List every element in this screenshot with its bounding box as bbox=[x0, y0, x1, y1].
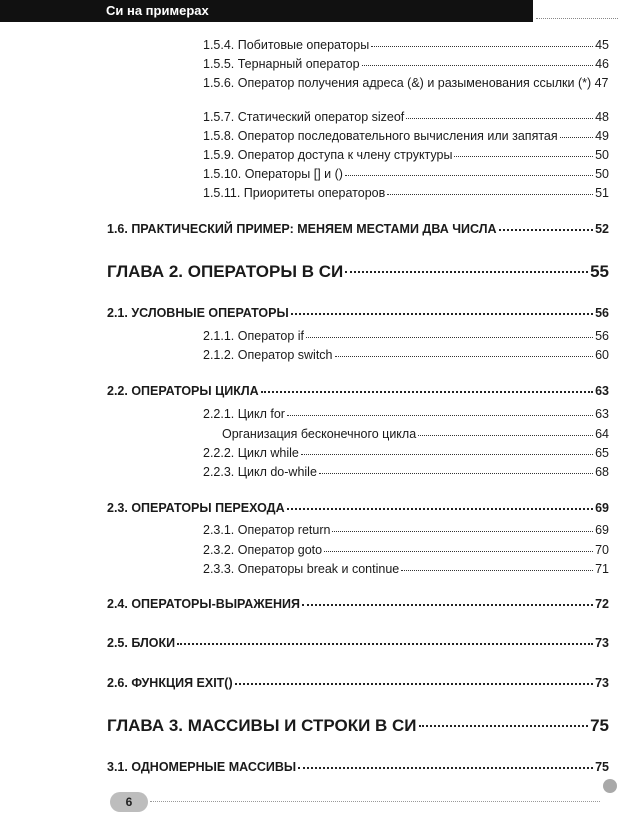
page-number: 56 bbox=[595, 306, 609, 320]
toc-entry-1-5-8[interactable]: 1.5.8. Оператор последовательного вычисления или запятая 49 bbox=[203, 129, 609, 143]
toc-entry-2-2-1[interactable]: 2.2.1. Цикл for 63 bbox=[203, 407, 609, 421]
page-number: 45 bbox=[595, 38, 609, 52]
toc-entry-2-1-1[interactable]: 2.1.1. Оператор if 56 bbox=[203, 329, 609, 343]
page-number: 64 bbox=[595, 427, 609, 441]
footer-circle-ornament bbox=[603, 779, 617, 793]
page-number: 68 bbox=[595, 465, 609, 479]
page-number: 51 bbox=[595, 186, 609, 200]
page-number: 75 bbox=[595, 760, 609, 774]
page-number: 69 bbox=[595, 523, 609, 537]
page-number: 73 bbox=[595, 636, 609, 650]
leader-dots bbox=[418, 434, 593, 436]
toc-section-2-6[interactable]: 2.6. ФУНКЦИЯ EXIT() 73 bbox=[107, 676, 609, 690]
leader-dots bbox=[177, 642, 593, 645]
leader-dots bbox=[560, 136, 593, 138]
page-number: 73 bbox=[595, 676, 609, 690]
toc-entry-2-2-3[interactable]: 2.2.3. Цикл do-while 68 bbox=[203, 465, 609, 479]
page-number: 65 bbox=[595, 446, 609, 460]
page-number-badge bbox=[110, 792, 148, 812]
toc-section-1-6[interactable]: 1.6. ПРАКТИЧЕСКИЙ ПРИМЕР: МЕНЯЕМ МЕСТАМИ ДВА ЧИСЛА 52 bbox=[107, 222, 609, 236]
footer-page-number: 6 bbox=[125, 795, 133, 809]
page-number: 72 bbox=[595, 597, 609, 611]
toc-entry-1-5-9[interactable]: 1.5.9. Оператор доступа к члену структуры 50 bbox=[203, 148, 609, 162]
toc-entry-2-3-3[interactable]: 2.3.3. Операторы break и continue 71 bbox=[203, 562, 609, 576]
leader-dots bbox=[387, 193, 593, 195]
page-number: 56 bbox=[595, 329, 609, 343]
leader-dots bbox=[287, 507, 593, 510]
toc-entry-1-5-6[interactable]: 1.5.6. Оператор получения адреса (&) и разыменования ссылки (*) 47 bbox=[203, 76, 609, 90]
page-number: 69 bbox=[595, 501, 609, 515]
page-number: 55 bbox=[590, 262, 609, 281]
leader-dots bbox=[345, 174, 593, 176]
toc-chapter-3[interactable]: ГЛАВА 3. МАССИВЫ И СТРОКИ В СИ 75 bbox=[107, 716, 609, 735]
page-number: 46 bbox=[595, 57, 609, 71]
header-dotted-rule bbox=[536, 18, 618, 19]
running-header-title: Си на примерах bbox=[106, 3, 209, 18]
running-header bbox=[0, 0, 533, 22]
leader-dots bbox=[401, 569, 593, 571]
leader-dots bbox=[287, 414, 593, 416]
page-number: 49 bbox=[595, 129, 609, 143]
page-number: 50 bbox=[595, 167, 609, 181]
toc-section-2-3[interactable]: 2.3. ОПЕРАТОРЫ ПЕРЕХОДА 69 bbox=[107, 501, 609, 515]
toc-entry-infinite-loop[interactable]: Организация бесконечного цикла 64 bbox=[222, 427, 609, 441]
page-number: 71 bbox=[595, 562, 609, 576]
page-number: 52 bbox=[595, 222, 609, 236]
toc-entry-2-3-2[interactable]: 2.3.2. Оператор goto 70 bbox=[203, 543, 609, 557]
toc-entry-2-1-2[interactable]: 2.1.2. Оператор switch 60 bbox=[203, 348, 609, 362]
leader-dots bbox=[345, 270, 588, 273]
leader-dots bbox=[261, 390, 593, 393]
toc-entry-1-5-5[interactable]: 1.5.5. Тернарный оператор 46 bbox=[203, 57, 609, 71]
leader-dots bbox=[324, 550, 593, 552]
leader-dots bbox=[362, 64, 594, 66]
leader-dots bbox=[291, 312, 593, 315]
page-number: 63 bbox=[595, 384, 609, 398]
leader-dots bbox=[302, 603, 593, 606]
toc-entry-1-5-4[interactable]: 1.5.4. Побитовые операторы 45 bbox=[203, 38, 609, 52]
toc-section-2-4[interactable]: 2.4. ОПЕРАТОРЫ-ВЫРАЖЕНИЯ 72 bbox=[107, 597, 609, 611]
leader-dots bbox=[301, 453, 593, 455]
page-number: 70 bbox=[595, 543, 609, 557]
leader-dots bbox=[332, 530, 593, 532]
toc-section-3-1[interactable]: 3.1. ОДНОМЕРНЫЕ МАССИВЫ 75 bbox=[107, 760, 609, 774]
toc-section-2-1[interactable]: 2.1. УСЛОВНЫЕ ОПЕРАТОРЫ 56 bbox=[107, 306, 609, 320]
leader-dots bbox=[306, 336, 593, 338]
toc-entry-1-5-11[interactable]: 1.5.11. Приоритеты операторов 51 bbox=[203, 186, 609, 200]
leader-dots bbox=[319, 472, 593, 474]
toc-chapter-2[interactable]: ГЛАВА 2. ОПЕРАТОРЫ В СИ 55 bbox=[107, 262, 609, 281]
leader-dots bbox=[335, 355, 594, 357]
toc-entry-1-5-7[interactable]: 1.5.7. Статический оператор sizeof 48 bbox=[203, 110, 609, 124]
toc-section-2-2[interactable]: 2.2. ОПЕРАТОРЫ ЦИКЛА 63 bbox=[107, 384, 609, 398]
toc-entry-2-3-1[interactable]: 2.3.1. Оператор return 69 bbox=[203, 523, 609, 537]
leader-dots bbox=[454, 155, 593, 157]
page-number: 60 bbox=[595, 348, 609, 362]
page-number: 75 bbox=[590, 716, 609, 735]
footer-dotted-rule bbox=[150, 801, 600, 802]
leader-dots bbox=[406, 117, 593, 119]
leader-dots bbox=[298, 766, 593, 769]
toc-section-2-5[interactable]: 2.5. БЛОКИ 73 bbox=[107, 636, 609, 650]
page-number: 63 bbox=[595, 407, 609, 421]
leader-dots bbox=[419, 724, 589, 727]
toc-entry-1-5-10[interactable]: 1.5.10. Операторы [] и () 50 bbox=[203, 167, 609, 181]
toc-entry-2-2-2[interactable]: 2.2.2. Цикл while 65 bbox=[203, 446, 609, 460]
leader-dots bbox=[499, 228, 594, 231]
page-number: 48 bbox=[595, 110, 609, 124]
leader-dots bbox=[371, 45, 593, 47]
page-number: 50 bbox=[595, 148, 609, 162]
leader-dots bbox=[235, 682, 593, 685]
